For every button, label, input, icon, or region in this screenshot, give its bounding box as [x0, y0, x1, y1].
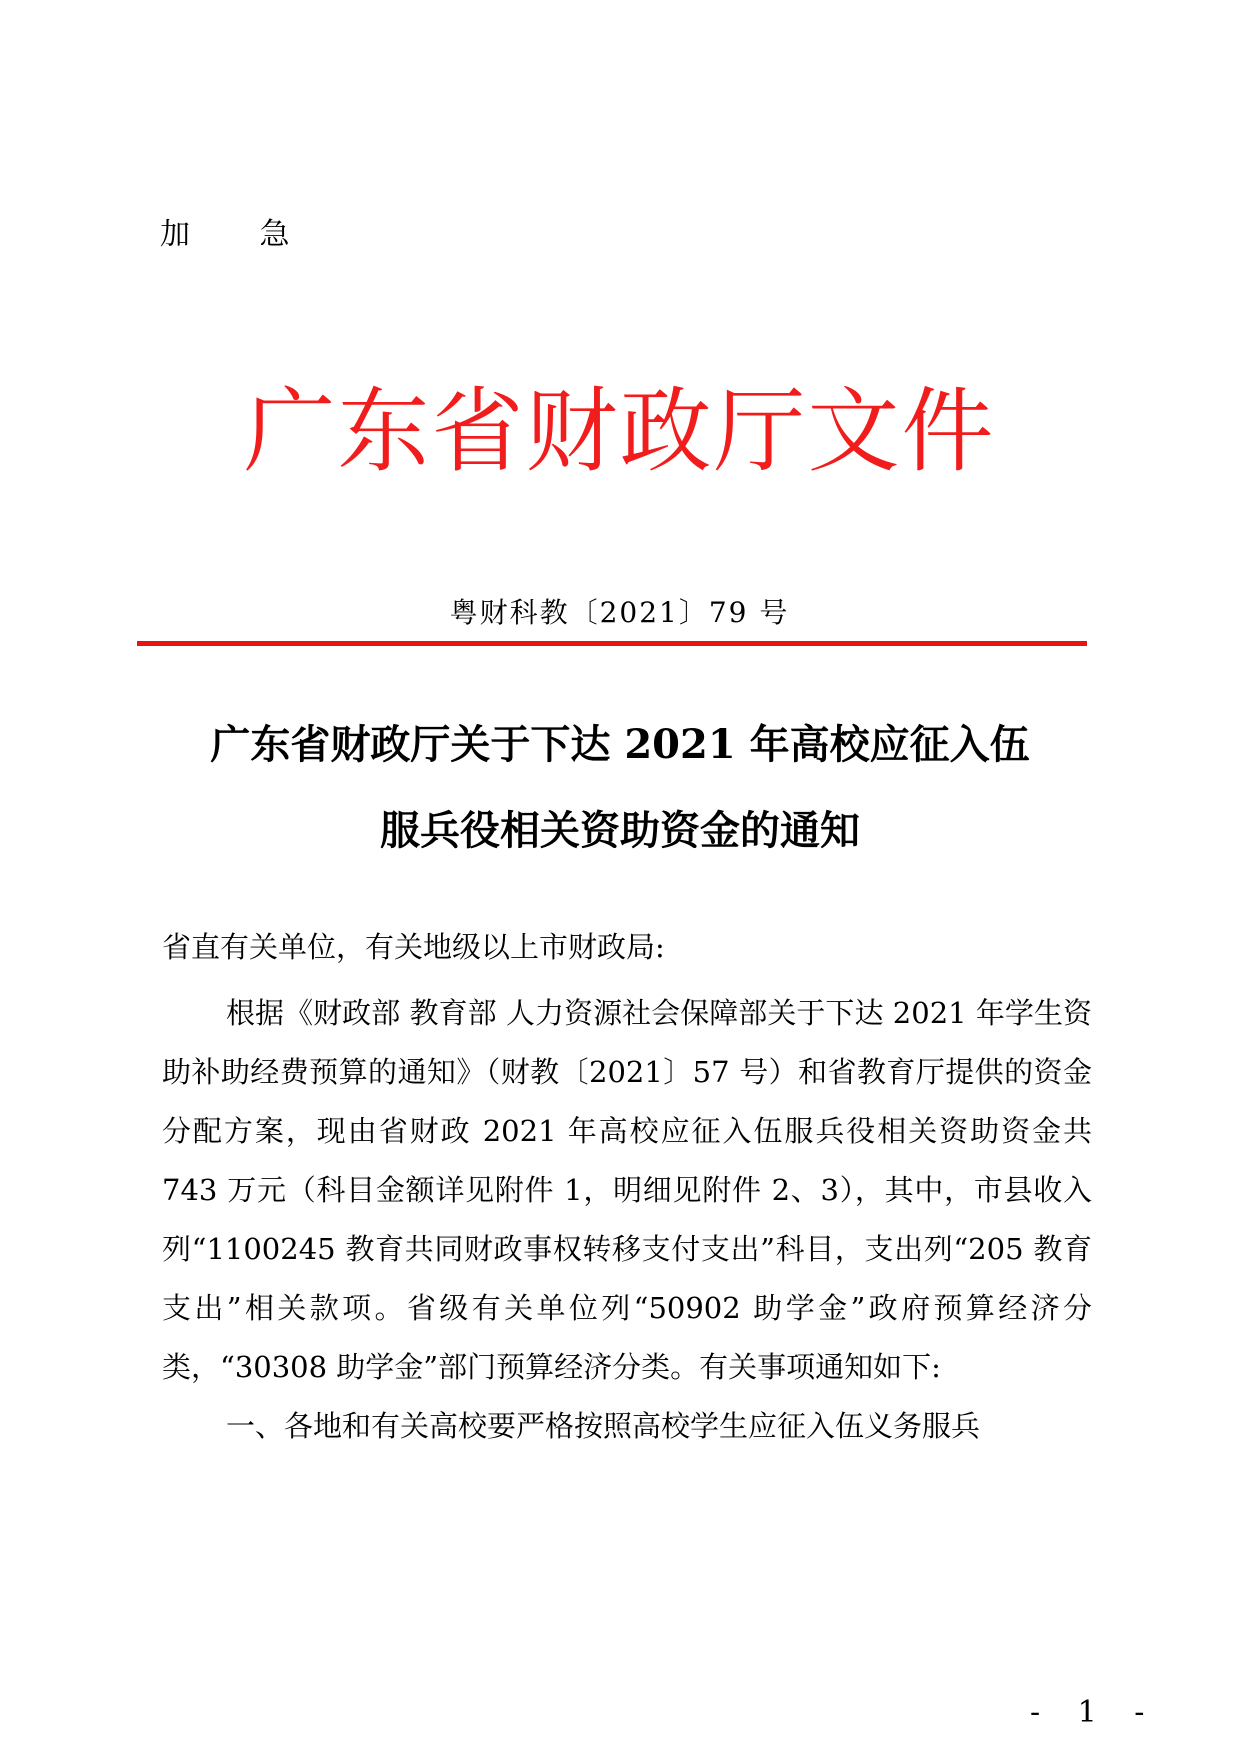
title-line-1: 广东省财政厅关于下达 2021 年高校应征入伍 [210, 721, 1030, 768]
page-number: - 1 - [1030, 1695, 1159, 1730]
document-body [162, 918, 1092, 1456]
body-paragraph-1: 根据《财政部 教育部 人力资源社会保障部关于下达 2021 年学生资助补助经费预算的通知》（财教〔2021〕57 号）和省教育厅提供的资金分配方案，现由省财政 2021 年高校应征入伍服兵役相关资助资金共 743 万元（科目金额详见附件 1，明细见附件 2、3），其中，市县收入列“1100245 教育共同财政事权转移支付支出”科目，支出列“205 教育支出”相关款项。省级有关单位列“50902 助学金”政府预算经济分类，“30308 助学金”部门预算经济分类。有关事项通知如下: [162, 996, 1092, 1384]
red-separator-line [137, 641, 1087, 646]
document-number: 粤财科教〔2021〕79 号 [449, 596, 790, 629]
urgency-label: 加 急 [160, 217, 320, 252]
body-paragraph-2: 一、各地和有关高校要严格按照高校学生应征入伍义务服兵 [226, 1409, 981, 1443]
document-title [140, 702, 1100, 874]
salutation: 省直有关单位，有关地级以上市财政局: [162, 930, 665, 964]
issuer-masthead: 广东省财政厅文件 [243, 378, 996, 485]
title-line-2: 服兵役相关资助资金的通知 [380, 807, 860, 854]
